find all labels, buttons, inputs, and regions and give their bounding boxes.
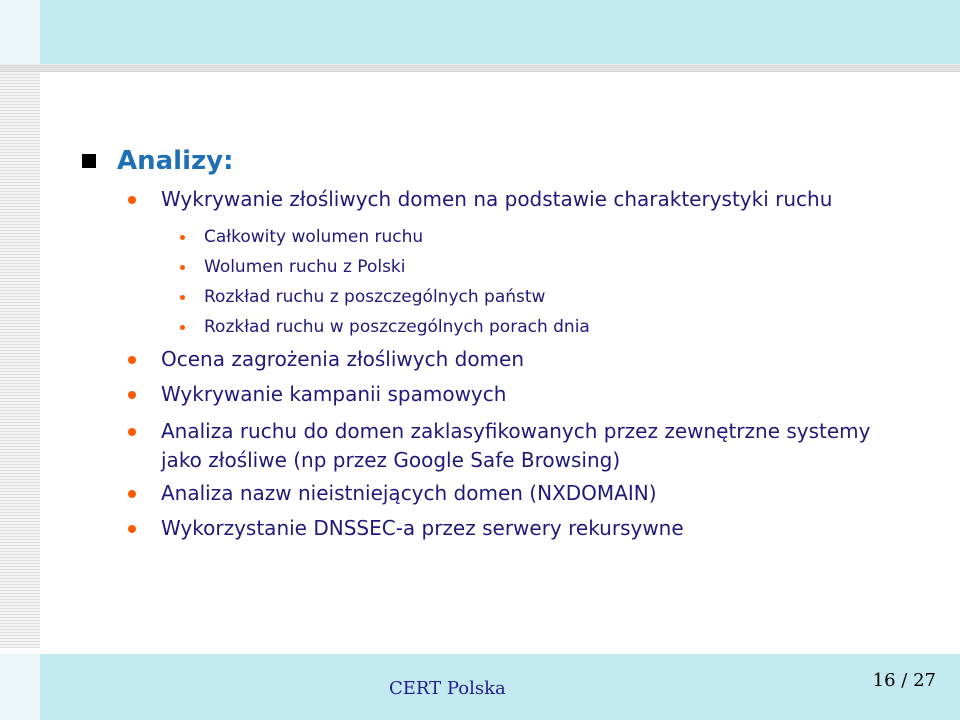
bullet-text: Wykrywanie złośliwych domen na podstawie charakterystyki ruchu (161, 187, 833, 211)
bullet-text: Analiza nazw nieistniejących domen (NXDOMAIN) (161, 481, 657, 505)
sub-bullet-item (180, 226, 880, 248)
top-banner-corner (0, 0, 40, 64)
sub-bullet-item (180, 256, 880, 278)
bullet-item (128, 514, 918, 543)
bullet-text: Ocena zagrożenia złośliwych domen (161, 347, 525, 371)
sub-bullet-dot-icon (180, 325, 185, 330)
left-decorative-stripe (0, 72, 40, 648)
bullet-text: Analiza ruchu do domen zaklasyfikowanych przez zewnętrzne systemy jako złośliwe (np przez Google Safe Browsing) (161, 419, 871, 472)
heading-row (82, 146, 233, 176)
sub-bullet-item (180, 286, 880, 308)
sub-bullet-text: Wolumen ruchu z Polski (204, 257, 406, 277)
bullet-text: Wykrywanie kampanii spamowych (161, 382, 507, 406)
bullet-dot-icon (128, 356, 136, 364)
bullet-item (128, 345, 918, 374)
sub-bullet-text: Rozkład ruchu w poszczególnych porach dnia (204, 317, 590, 337)
bullet-item (128, 185, 918, 214)
bullet-dot-icon (128, 196, 136, 204)
bullet-dot-icon (128, 428, 136, 436)
bullet-dot-icon (128, 391, 136, 399)
footer-brand: CERT Polska (389, 678, 506, 699)
bullet-dot-icon (128, 490, 136, 498)
bullet-item (128, 479, 918, 508)
bullet-item (128, 417, 908, 475)
sub-bullet-dot-icon (180, 235, 185, 240)
slide-heading: Analizy: (117, 146, 234, 176)
top-rule (0, 64, 960, 72)
square-bullet-icon (82, 154, 96, 168)
sub-bullet-item (180, 316, 880, 338)
top-banner (0, 0, 960, 64)
sub-bullet-dot-icon (180, 265, 185, 270)
bullet-text: Wykorzystanie DNSSEC-a przez serwery rekursywne (161, 516, 684, 540)
bullet-item (128, 380, 918, 409)
sub-bullet-text: Rozkład ruchu z poszczególnych państw (204, 287, 546, 307)
sub-bullet-dot-icon (180, 295, 185, 300)
page-number: 16 / 27 (872, 670, 936, 691)
bullet-dot-icon (128, 525, 136, 533)
footer-corner (0, 654, 40, 720)
sub-bullet-text: Całkowity wolumen ruchu (204, 227, 424, 247)
